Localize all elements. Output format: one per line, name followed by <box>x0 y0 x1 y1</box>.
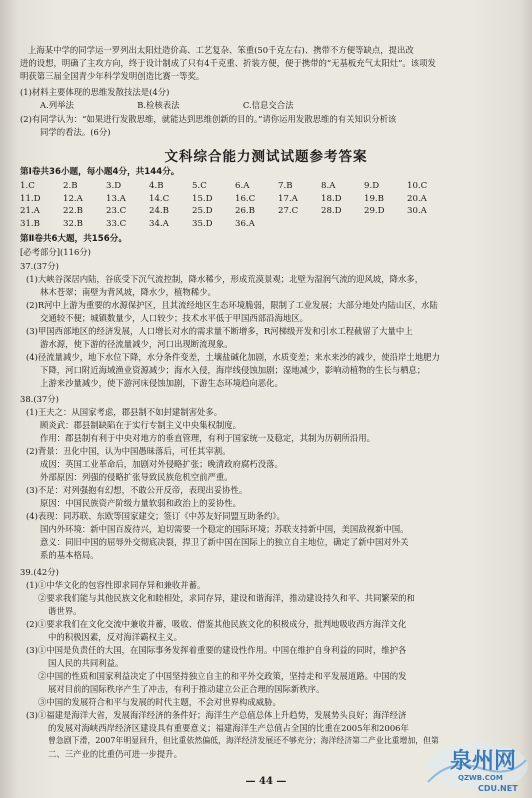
q39-line: 谐世界。 <box>48 606 82 616</box>
answer-cell: 19.B <box>364 193 384 204</box>
q38-line: (1)王夫之：从国家考虑，郡县制不如封建制害处多。 <box>26 407 223 417</box>
q38-line: 原因：中国民族资产阶级力量软弱和政治上的妥协性。 <box>40 498 241 508</box>
q39-line: 国人民的共同利益。 <box>48 658 124 668</box>
q1-option-a: A.列举法 <box>40 100 74 110</box>
q39-line: ②要求我们能与其他民族文化和睦相处，求同存异，建设和谐海洋，推动建设持久和平、共同繁荣的和 <box>38 593 415 603</box>
watermark-cn: 泉州网 <box>450 749 517 774</box>
q39-line: 展对目前的国际秩序产生了冲击，有利于推动建立公正合理的国际新秩序。 <box>48 684 325 694</box>
answer-cell: 15.D <box>192 193 213 204</box>
q37-line: (2)R河中上游为重要的水源保护区，且其流经地区生态环境脆弱，限制了工业发展；大部分地处内陆山区，水陆 <box>26 300 438 310</box>
answer-row-3 <box>20 205 450 218</box>
q39-line: (2)①要求我们在文化交流中兼收并蓄，吸收、借鉴其他民族文化的积极成分，批判地吸收西方海洋文化 <box>26 619 407 629</box>
answer-row-1 <box>20 180 450 193</box>
answer-cell: 25.D <box>192 206 213 216</box>
answer-cell: 2.B <box>63 181 78 191</box>
q38-line: 作用：郡县制有利于中央对地方的垂直管理，有利于国家统一及稳定，其制为历朝所沿用。 <box>40 433 375 443</box>
answer-cell: 33.C <box>106 218 127 229</box>
answer-row-4 <box>20 218 450 231</box>
q37-line: (4)径流量减少，地下水位下降，水分条件变差，土壤盐碱化加剧，水质变差；来水来沙的减少，使沿岸土地肥力 <box>26 352 440 362</box>
answer-cell: 20.A <box>407 193 427 204</box>
q37-line: (1)大峡谷深居内陆，谷底受下沉气流控制，降水稀少，形成荒漠景观；北壁为湿润气流的迎风坡，降水多， <box>26 274 424 284</box>
watermark-graphic <box>420 738 528 794</box>
answer-cell: 36.A <box>235 218 255 229</box>
q1-option-c: C.信息交合法 <box>242 100 294 110</box>
q39-line: 二、三产业的比重仍可进一步提升。 <box>48 749 182 759</box>
q38-line: 意义：同旧中国的屈辱外交彻底决裂，捍卫了新中国在国际上的独立自主地位，确定了新中国对外关 <box>40 537 409 547</box>
answer-cell: 3.D <box>106 181 122 191</box>
answer-cell: 34.A <box>149 218 169 229</box>
answer-cell: 35.D <box>192 218 213 229</box>
answer-cell: 8.A <box>321 181 336 191</box>
answer-cell: 21.A <box>20 206 40 216</box>
page-number: — 44 — <box>245 776 287 787</box>
answer-cell: 12.A <box>63 193 83 204</box>
part2-heading: 第Ⅱ卷共6大题，共156分。 <box>20 234 127 244</box>
question-1: (1)材料主要体现的思维发散技法是(4分) <box>20 87 170 97</box>
answer-cell: 29.D <box>364 206 385 216</box>
q38-line: (3)不足：对列强抱有幻想，不敢公开反帝，表现出妥协性。 <box>26 485 248 495</box>
q37-line: (3)甲国西部地区的经济发展，人口增长对水的需求量不断增多，R河梯级开发和引水工程截留了大量中上 <box>26 326 413 336</box>
q38-line: 国内外环境：新中国百废待兴，迫切需要一个稳定的国际环境；苏联支持新中国，美国敌视新中国。 <box>40 524 409 534</box>
site-watermark-logo <box>420 738 528 794</box>
q38-line: 系的基本格局。 <box>40 550 99 560</box>
intro-line-2: 进的设想，明确了主攻方向，终于设计制成了只有4千克重、折装方便，便于携带的“无基板充气太阳灶”。该项发 <box>20 58 436 68</box>
q37-line: 上游来沙量减少，使下游河床侵蚀加剧，下游生态环境趋向恶化。 <box>40 378 283 388</box>
question-2-line-1: (2)有同学认为：“如果进行发散思维，就能达到思维创新的目的。”请你运用发散思维的有关知识分析该 <box>20 114 397 124</box>
answer-cell: 14.C <box>149 193 170 204</box>
q39-line: 的发展对海峡西岸经济区建设具有重要意义；福建海洋生产总值占全国的比重在2005年和2006年 <box>48 723 409 733</box>
answer-cell: 4.B <box>149 181 164 191</box>
answer-cell: 11.D <box>20 193 41 204</box>
answer-cell: 13.A <box>106 193 126 204</box>
q39-line: ②中国的性质和国家利益决定了中国坚持独立自主的和平外交政策，坚持走和平发展道路。中国的发 <box>38 671 407 681</box>
q38-heading: 38.(37分) <box>20 394 59 404</box>
answer-cell: 7.B <box>278 181 293 191</box>
q37-line: 交通较不便；城镇数量少，人口较少；技术水平低于甲国西部沿海地区。 <box>40 313 308 323</box>
q37-line: 林木苍翠；南壁为背风坡，降水少，植物稀少。 <box>40 287 216 297</box>
answer-cell: 10.C <box>407 181 428 191</box>
q37-heading: 37.(37分) <box>20 261 59 271</box>
answer-cell: 24.B <box>149 206 169 216</box>
answer-cell: 28.D <box>321 206 342 216</box>
answer-cell: 26.B <box>235 206 255 216</box>
question-2-line-2: 同学的看法。(6分) <box>40 127 111 137</box>
q1-options <box>0 99 532 111</box>
q38-line: (4)表现：同苏联、东欧等国家建交；签订《中苏友好同盟互助条约》。 <box>26 511 285 521</box>
q38-line: (2)背景：丑化中国，认为中国愚昧落后，可任其宰割。 <box>26 446 231 456</box>
watermark-sub: CDU.NET <box>478 784 518 793</box>
required-section-heading: [必考部分](116分) <box>20 247 91 257</box>
intro-line-3: 明获第三届全国青少年科学发明创造比赛一等奖。 <box>20 71 205 81</box>
answer-cell: 9.D <box>364 181 380 191</box>
q38-line: 成因：英国工业革命后，加剧对外侵略扩张；晚清政府腐朽没落。 <box>40 459 283 469</box>
answer-row-2 <box>20 193 450 206</box>
answer-cell: 32.B <box>63 218 83 229</box>
answer-key-title: 文科综合能力测试试题参考答案 <box>164 149 368 165</box>
q39-line: (3)①福建是海洋大省，发展海洋经济的条件好；海洋生产总值总体上升趋势，发展势头良好；海洋经济 <box>26 710 407 720</box>
q37-line: 下降，河口附近海域渔业资源减少；海水入侵，海岸线侵蚀加剧；湿地减少，影响动植物的生长与栖息； <box>40 365 426 375</box>
q39-line: 曾急剧下滑，2007年明显回升，但比重依然偏低，海洋经济发展还不够充分；海洋经济第二产业比重增加，但第 <box>48 736 439 745</box>
q39-line: 中的积极因素，反对海洋霸权主义。 <box>48 632 182 642</box>
answer-cell: 30.A <box>407 206 427 216</box>
answer-cell: 6.A <box>235 181 250 191</box>
q39-line: (1)①中华文化的包容性即求同存异和兼收并蓄。 <box>26 580 206 590</box>
answer-cell: 18.D <box>321 193 342 204</box>
part1-heading: 第Ⅰ卷共36小题，每小题4分，共144分。 <box>20 167 180 177</box>
q39-heading: 39.(42分) <box>20 567 59 577</box>
answer-cell: 17.A <box>278 193 298 204</box>
answer-cell: 16.C <box>235 193 256 204</box>
q39-line: (3)①中国是负责任的大国，在国际事务发挥着重要的建设性作用。中国在维护自身利益的同时，维护各 <box>26 645 407 655</box>
answer-cell: 31.B <box>20 218 40 229</box>
answer-cell: 27.C <box>278 206 299 216</box>
intro-line-1: 上海某中学的同学运一罗列出太阳灶造价高、工艺复杂、笨重(50千克左右)、携带不方便等缺点，提出改 <box>28 45 414 55</box>
answer-cell: 22.B <box>63 206 83 216</box>
multiple-choice-answers <box>20 180 450 230</box>
q37-line: 游水源，使下游的径流量减少，河口出现断流现象。 <box>40 339 233 349</box>
q38-line: 顾炎武：郡县制缺陷在于实行专制主义中央集权制度。 <box>40 420 241 430</box>
answer-cell: 23.C <box>106 206 127 216</box>
answer-cell: 1.C <box>20 181 35 191</box>
q38-line: 外部原因：列强的侵略扩张导致民族危机空前严重。 <box>40 472 233 482</box>
q1-option-b: B.检核表法 <box>137 100 180 110</box>
answer-cell: 5.C <box>192 181 207 191</box>
q39-line: ③中国的发展符合和平与发展的时代主题，不会对世界构成威胁。 <box>38 697 281 707</box>
watermark-en: QZWB.COM <box>458 774 503 782</box>
